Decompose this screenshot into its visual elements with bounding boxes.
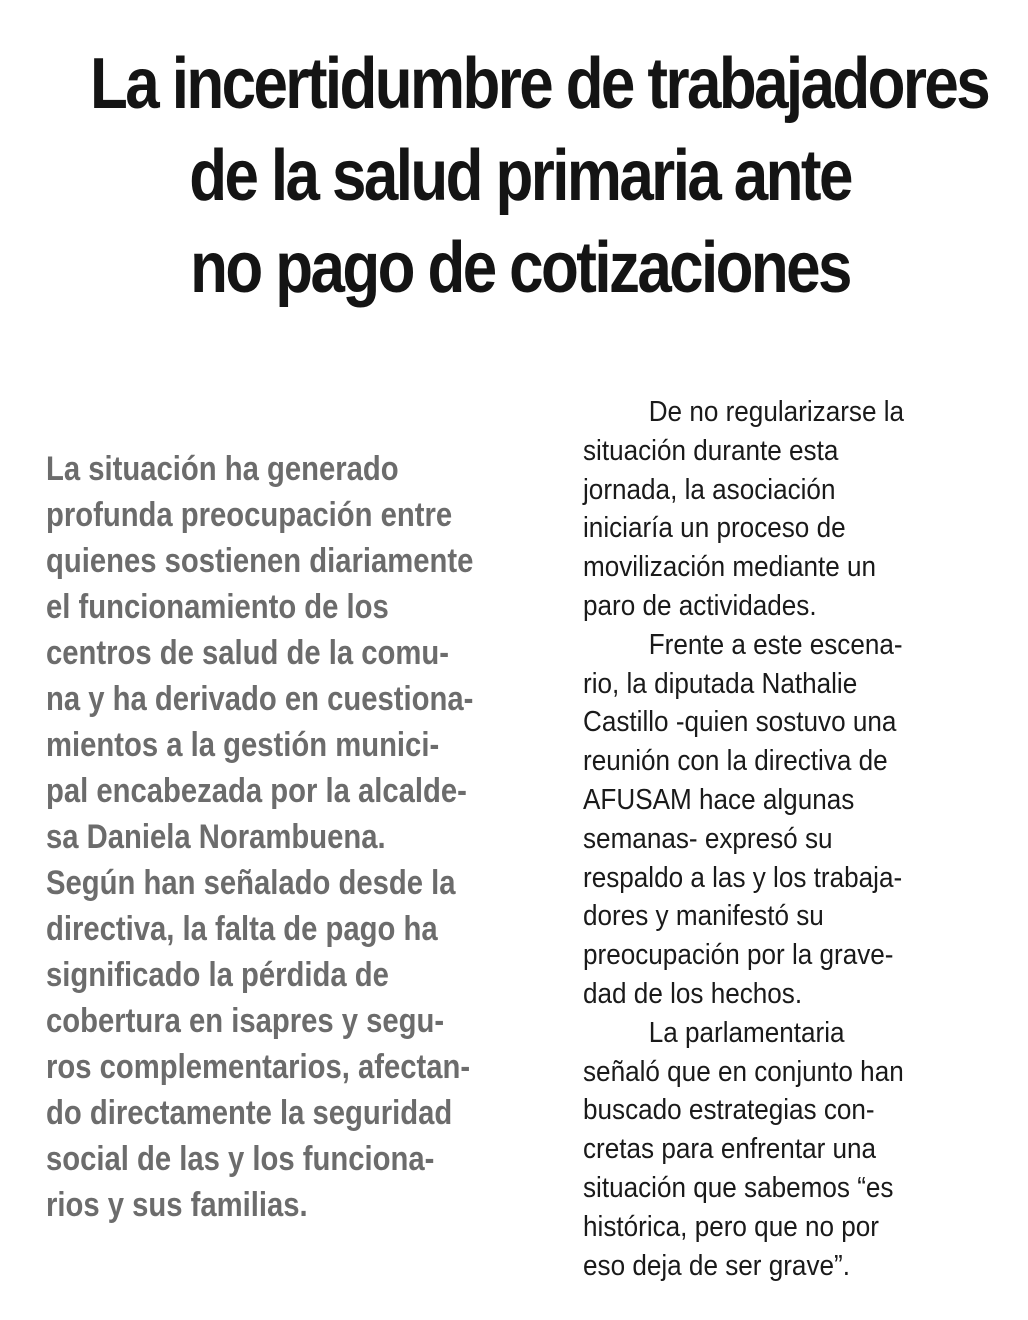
headline-line: La incertidumbre de trabajadores xyxy=(90,44,989,124)
body-line: Castillo -quien sostuvo una xyxy=(583,706,897,739)
lead-line: do directamente la seguridad xyxy=(46,1094,453,1132)
lead-line: centros de salud de la comu- xyxy=(46,634,449,672)
body-line: situación que sabemos “es xyxy=(583,1171,894,1204)
body-line: movilización mediante un xyxy=(583,551,877,584)
body-line: reunión con la directiva de xyxy=(583,745,888,778)
lead-line: sa Daniela Norambuena. xyxy=(46,818,386,856)
body-line: histórica, pero que no por xyxy=(583,1210,879,1243)
body-line: cretas para enfrentar una xyxy=(583,1133,877,1166)
body-line: dad de los hechos. xyxy=(583,977,803,1010)
lead-line: significado la pérdida de xyxy=(46,956,389,994)
headline-line: de la salud primaria ante xyxy=(189,136,851,216)
body-line: La parlamentaria xyxy=(648,1016,845,1049)
lead-line: profunda preocupación entre xyxy=(46,496,453,534)
body-line: respaldo a las y los trabaja- xyxy=(583,861,903,894)
lead-line: Según han señalado desde la xyxy=(46,864,456,902)
headline xyxy=(90,38,989,314)
body-line: iniciaría un proceso de xyxy=(583,512,846,545)
body-line: buscado estrategias con- xyxy=(583,1094,875,1127)
body-line: señaló que en conjunto han xyxy=(583,1055,904,1088)
lead-line: pal encabezada por la alcalde- xyxy=(46,772,467,810)
body-line: rio, la diputada Nathalie xyxy=(583,667,858,700)
lead-line: quienes sostienen diariamente xyxy=(46,542,474,580)
lead-line: mientos a la gestión munici- xyxy=(46,726,440,764)
body-line: jornada, la asociación xyxy=(583,473,836,506)
body-line: Frente a este escena- xyxy=(648,628,903,661)
lead-line: directiva, la falta de pago ha xyxy=(46,910,438,948)
body-line: AFUSAM hace algunas xyxy=(583,783,855,816)
lead-paragraph xyxy=(46,446,502,1228)
lead-line: ros complementarios, afectan- xyxy=(46,1048,471,1086)
body-line: situación durante esta xyxy=(583,434,839,467)
lead-line: La situación ha generado xyxy=(46,450,399,488)
body-column xyxy=(583,393,979,1285)
lead-line: na y ha derivado en cuestiona- xyxy=(46,680,474,718)
body-line: semanas- expresó su xyxy=(583,822,833,855)
body-line: De no regularizarse la xyxy=(648,396,905,428)
body-line: paro de actividades. xyxy=(583,589,817,622)
lead-line: rios y sus familias. xyxy=(46,1186,308,1224)
body-line: preocupación por la grave- xyxy=(583,939,894,972)
lead-line: el funcionamiento de los xyxy=(46,588,389,626)
body-line: dores y manifestó su xyxy=(583,900,824,933)
headline-line: no pago de cotizaciones xyxy=(190,228,850,308)
lead-line: social de las y los funciona- xyxy=(46,1140,435,1178)
lead-line: cobertura en isapres y segu- xyxy=(46,1002,445,1040)
body-line: eso deja de ser grave”. xyxy=(583,1249,850,1282)
